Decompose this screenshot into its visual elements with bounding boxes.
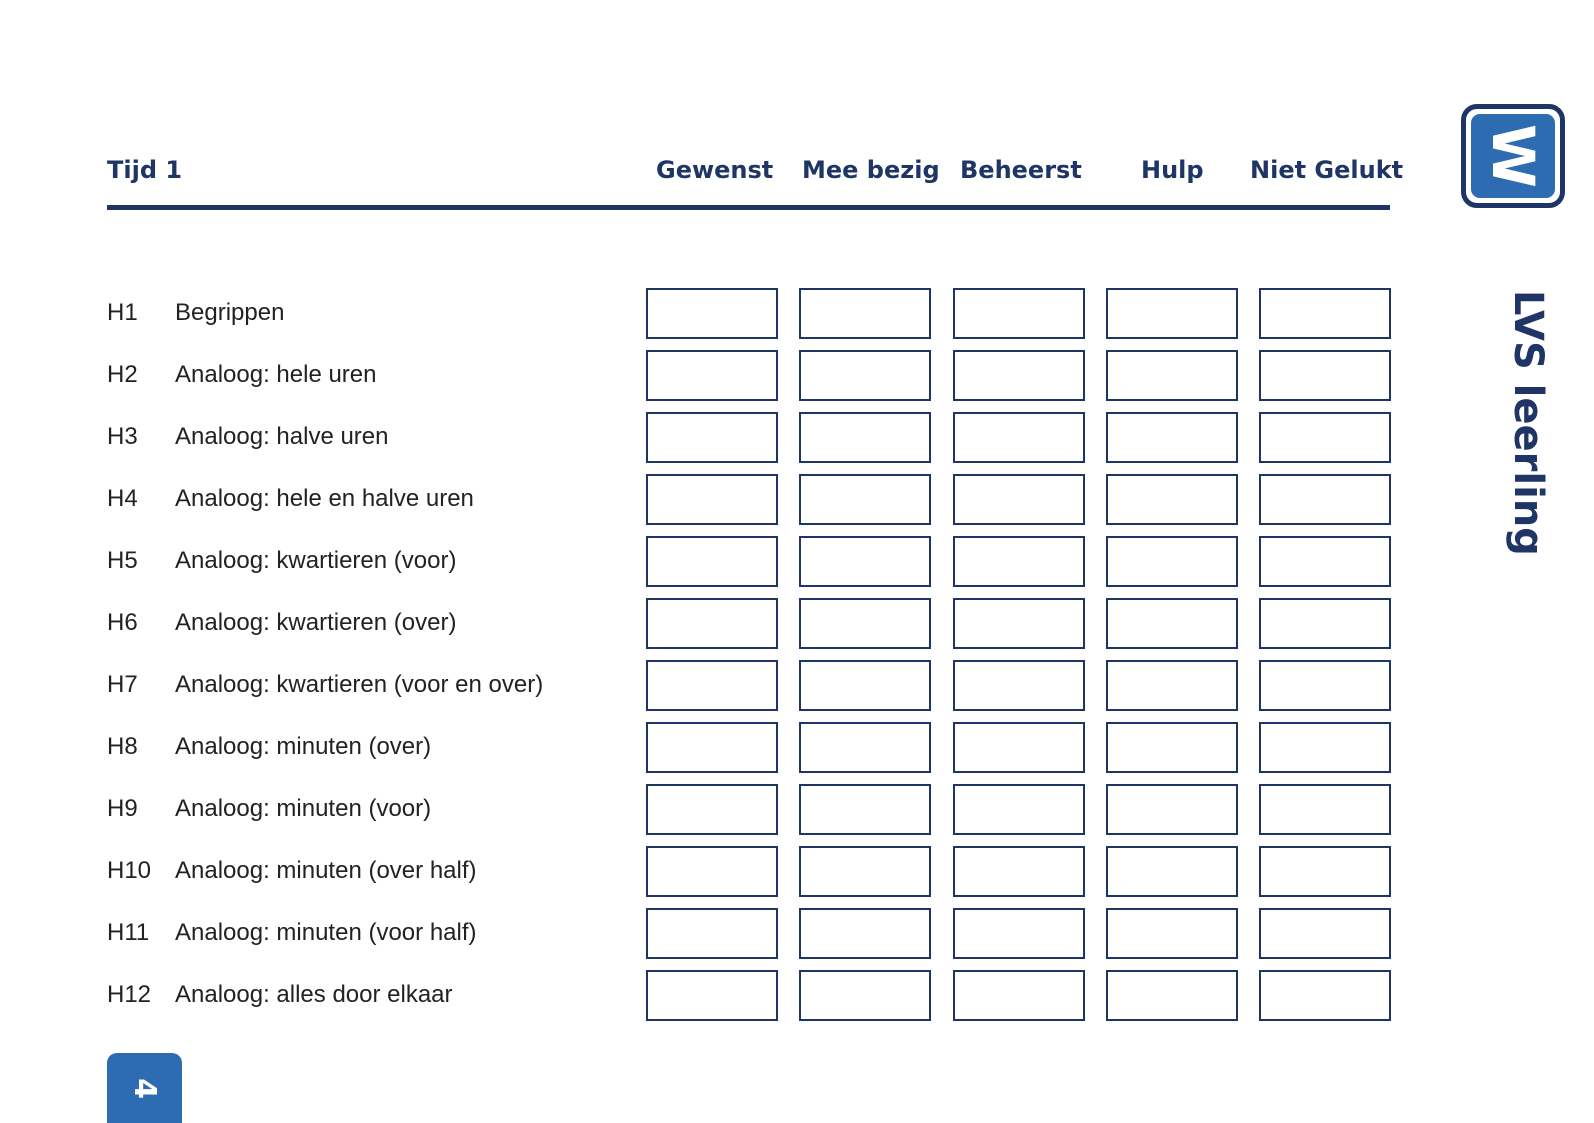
row-label: Analoog: hele uren (175, 361, 377, 388)
checkbox-cell-hulp[interactable] (1106, 908, 1238, 959)
row-code: H10 (107, 857, 152, 884)
checkbox-cell-niet-gelukt[interactable] (1259, 350, 1391, 401)
checkbox-cell-gewenst[interactable] (646, 536, 778, 587)
row-label: Analoog: kwartieren (over) (175, 609, 457, 636)
row-code: H6 (107, 609, 138, 636)
checkbox-cell-beheerst[interactable] (953, 846, 1085, 897)
row-code: H4 (107, 485, 138, 512)
row-code: H7 (107, 671, 138, 698)
checkbox-cell-beheerst[interactable] (953, 536, 1085, 587)
column-header-beheerst: Beheerst (960, 156, 1082, 184)
row-code: H9 (107, 795, 138, 822)
checkbox-cell-mee-bezig[interactable] (799, 350, 931, 401)
checkbox-cell-hulp[interactable] (1106, 288, 1238, 339)
checkbox-cell-gewenst[interactable] (646, 350, 778, 401)
row-label: Analoog: minuten (voor half) (175, 919, 477, 946)
row-label: Begrippen (175, 299, 285, 326)
checkbox-cell-mee-bezig[interactable] (799, 536, 931, 587)
checkbox-cell-mee-bezig[interactable] (799, 722, 931, 773)
checkbox-cell-niet-gelukt[interactable] (1259, 536, 1391, 587)
checkbox-cell-gewenst[interactable] (646, 722, 778, 773)
checkbox-cell-hulp[interactable] (1106, 970, 1238, 1021)
checkbox-cell-niet-gelukt[interactable] (1259, 412, 1391, 463)
checkbox-cell-hulp[interactable] (1106, 536, 1238, 587)
row-label: Analoog: minuten (over half) (175, 857, 477, 884)
page-header-title: Tijd 1 (107, 156, 183, 184)
checkbox-cell-mee-bezig[interactable] (799, 598, 931, 649)
checkbox-cell-niet-gelukt[interactable] (1259, 474, 1391, 525)
checkbox-cell-hulp[interactable] (1106, 350, 1238, 401)
logo-w-icon (1471, 114, 1555, 198)
checkbox-cell-gewenst[interactable] (646, 784, 778, 835)
checkbox-cell-hulp[interactable] (1106, 660, 1238, 711)
checkbox-cell-niet-gelukt[interactable] (1259, 598, 1391, 649)
side-label (1505, 290, 1551, 556)
column-header-hulp: Hulp (1141, 156, 1204, 184)
checkbox-cell-gewenst[interactable] (646, 412, 778, 463)
checkbox-cell-gewenst[interactable] (646, 598, 778, 649)
checkbox-cell-hulp[interactable] (1106, 412, 1238, 463)
row-code: H3 (107, 423, 138, 450)
row-label: Analoog: hele en halve uren (175, 485, 474, 512)
checkbox-cell-beheerst[interactable] (953, 474, 1085, 525)
row-label: Analoog: minuten (voor) (175, 795, 432, 822)
checkbox-cell-beheerst[interactable] (953, 784, 1085, 835)
checkbox-cell-niet-gelukt[interactable] (1259, 908, 1391, 959)
checkbox-cell-mee-bezig[interactable] (799, 660, 931, 711)
checkbox-cell-mee-bezig[interactable] (799, 474, 931, 525)
checkbox-cell-hulp[interactable] (1106, 722, 1238, 773)
logo-letter: W (1478, 124, 1547, 188)
checkbox-cell-niet-gelukt[interactable] (1259, 288, 1391, 339)
checkbox-cell-mee-bezig[interactable] (799, 846, 931, 897)
checkbox-cell-hulp[interactable] (1106, 784, 1238, 835)
row-code: H2 (107, 361, 138, 388)
checkbox-cell-mee-bezig[interactable] (799, 908, 931, 959)
checkbox-cell-beheerst[interactable] (953, 660, 1085, 711)
checkbox-cell-niet-gelukt[interactable] (1259, 722, 1391, 773)
row-label: Analoog: kwartieren (voor en over) (175, 671, 544, 698)
logo (1461, 104, 1565, 208)
row-code: H12 (107, 981, 152, 1008)
checkbox-cell-hulp[interactable] (1106, 846, 1238, 897)
header-rule (107, 205, 1390, 210)
row-label: Analoog: halve uren (175, 423, 389, 450)
checkbox-cell-gewenst[interactable] (646, 908, 778, 959)
checkbox-cell-mee-bezig[interactable] (799, 784, 931, 835)
checkbox-cell-niet-gelukt[interactable] (1259, 846, 1391, 897)
row-code: H8 (107, 733, 138, 760)
checkbox-cell-hulp[interactable] (1106, 474, 1238, 525)
row-code: H11 (107, 919, 150, 946)
checkbox-cell-niet-gelukt[interactable] (1259, 784, 1391, 835)
checkbox-cell-beheerst[interactable] (953, 412, 1085, 463)
checkbox-cell-beheerst[interactable] (953, 598, 1085, 649)
side-label-text: LVS leerling (1505, 290, 1551, 556)
row-code: H5 (107, 547, 138, 574)
checkbox-cell-gewenst[interactable] (646, 846, 778, 897)
row-label: Analoog: minuten (over) (175, 733, 432, 760)
checkbox-cell-beheerst[interactable] (953, 350, 1085, 401)
column-header-mee-bezig: Mee bezig (802, 156, 940, 184)
checkbox-cell-mee-bezig[interactable] (799, 970, 931, 1021)
column-header-niet-gelukt: Niet Gelukt (1250, 156, 1404, 184)
checkbox-cell-beheerst[interactable] (953, 722, 1085, 773)
checkbox-cell-niet-gelukt[interactable] (1259, 660, 1391, 711)
checkbox-cell-beheerst[interactable] (953, 908, 1085, 959)
row-code: H1 (107, 299, 138, 326)
checkbox-cell-gewenst[interactable] (646, 970, 778, 1021)
row-label: Analoog: kwartieren (voor) (175, 547, 457, 574)
checkbox-cell-gewenst[interactable] (646, 288, 778, 339)
page-number: 4 (127, 1077, 162, 1099)
checkbox-cell-niet-gelukt[interactable] (1259, 970, 1391, 1021)
checkbox-cell-hulp[interactable] (1106, 598, 1238, 649)
checkbox-cell-mee-bezig[interactable] (799, 412, 931, 463)
page-number-tab (107, 1053, 182, 1123)
checkbox-cell-mee-bezig[interactable] (799, 288, 931, 339)
checkbox-cell-beheerst[interactable] (953, 970, 1085, 1021)
checkbox-cell-gewenst[interactable] (646, 660, 778, 711)
checkbox-cell-gewenst[interactable] (646, 474, 778, 525)
checkbox-cell-beheerst[interactable] (953, 288, 1085, 339)
column-header-gewenst: Gewenst (656, 156, 774, 184)
row-label: Analoog: alles door elkaar (175, 981, 453, 1008)
